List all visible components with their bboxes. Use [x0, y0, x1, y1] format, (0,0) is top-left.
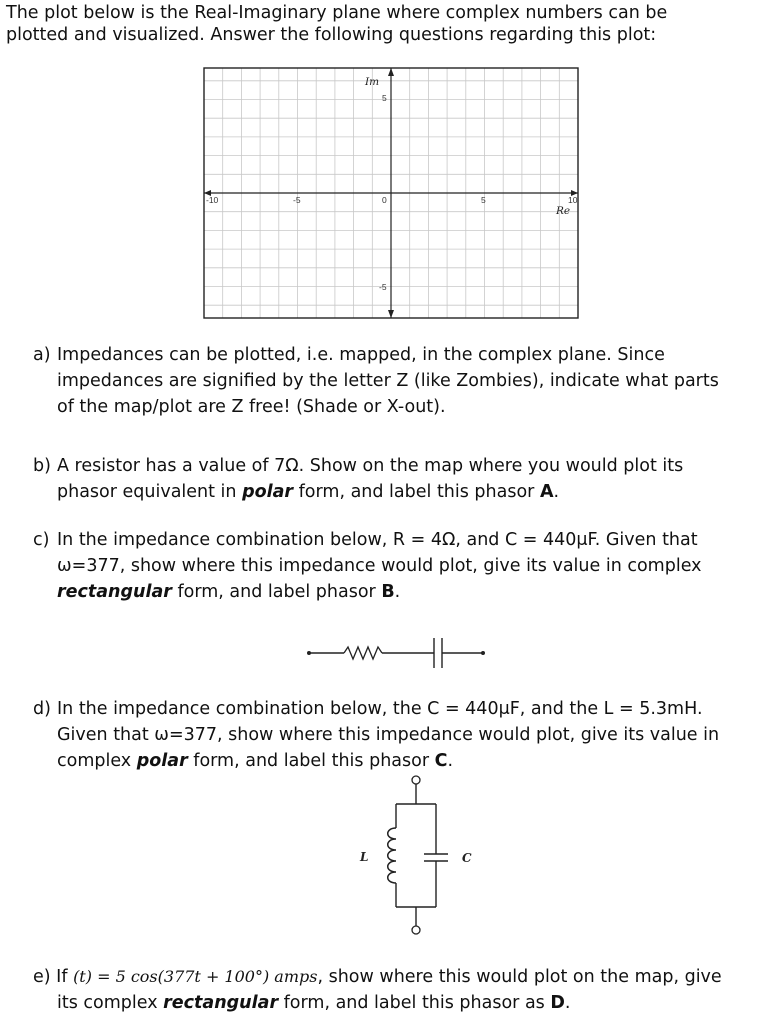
question-c-phasor-label: B [381, 582, 395, 602]
question-d-line-2: Given that ω=377, show where this impedance would plot, give its value in [57, 725, 720, 745]
question-a-line-2: impedances are signified by the letter Z (like Zombies), indicate what parts [57, 371, 719, 391]
real-axis-label: Re [556, 205, 571, 217]
question-a-prefix: a) [33, 345, 51, 365]
complex-plane-plot [0, 0, 773, 330]
question-e-phasor-label: D [550, 993, 565, 1013]
inductor-coil [388, 828, 396, 883]
tick-y-neg5: -5 [379, 282, 387, 292]
lc-terminal-bottom [412, 926, 420, 934]
question-b-line-2: phasor equivalent in polar form, and label this phasor A. [57, 482, 560, 502]
lc-terminal-top [412, 776, 420, 784]
question-c-line-2: ω=377, show where this impedance would plot, give its value in complex [57, 556, 702, 576]
inductor-label: L [360, 850, 369, 864]
tick-x-5: 5 [481, 195, 486, 205]
question-d-line-1: In the impedance combination below, the C = 440μF, and the L = 5.3mH. [57, 699, 703, 719]
question-e-line-2: its complex rectangular form, and label this phasor as D. [57, 993, 571, 1013]
question-d-line-3: complex polar form, and label this phasor C. [57, 751, 454, 771]
question-c-prefix: c) [33, 530, 50, 550]
question-a-line-3: of the map/plot are Z free! (Shade or X-out). [57, 397, 446, 417]
question-b-phasor-label: A [539, 482, 554, 502]
question-c-rectangular-emphasis: rectangular [57, 582, 172, 602]
capacitor-label: C [462, 851, 472, 865]
question-b-prefix: b) [33, 456, 51, 476]
imaginary-axis-arrow-up [388, 68, 394, 76]
resistor-symbol [344, 647, 382, 659]
question-b-line-1: A resistor has a value of 7Ω. Show on the map where you would plot its [57, 456, 684, 476]
question-d-polar-emphasis: polar [136, 751, 188, 771]
intro-line-2: plotted and visualized. Answer the following questions regarding this plot: [6, 25, 657, 45]
tick-y-5: 5 [382, 93, 387, 103]
imaginary-axis-arrow-down [388, 310, 394, 318]
imaginary-axis-label: Im [365, 76, 380, 88]
question-e-formula: (t) = 5 cos(377t + 100°) amps [73, 967, 318, 986]
tick-x-10: 10 [568, 195, 578, 205]
question-e-rectangular-emphasis: rectangular [163, 993, 279, 1013]
rc-terminal-right [481, 651, 485, 655]
tick-x-neg10: -10 [206, 195, 219, 205]
question-e-line-1: e) If (t) = 5 cos(377t + 100°) amps, show where this would plot on the map, give [33, 967, 722, 987]
intro-line-1: The plot below is the Real-Imaginary plane where complex numbers can be [6, 3, 668, 23]
question-d-prefix: d) [33, 699, 51, 719]
tick-x-0: 0 [382, 195, 387, 205]
tick-x-neg5: -5 [293, 195, 301, 205]
question-d-phasor-label: C [434, 751, 448, 771]
question-c-line-3: rectangular form, and label phasor B. [57, 582, 401, 602]
parallel-lc-circuit [340, 770, 500, 940]
series-rc-circuit [300, 632, 500, 672]
question-a-line-1: Impedances can be plotted, i.e. mapped, in the complex plane. Since [57, 345, 665, 365]
question-b-polar-emphasis: polar [242, 482, 294, 502]
question-c-line-1: In the impedance combination below, R = 4Ω, and C = 440μF. Given that [57, 530, 698, 550]
